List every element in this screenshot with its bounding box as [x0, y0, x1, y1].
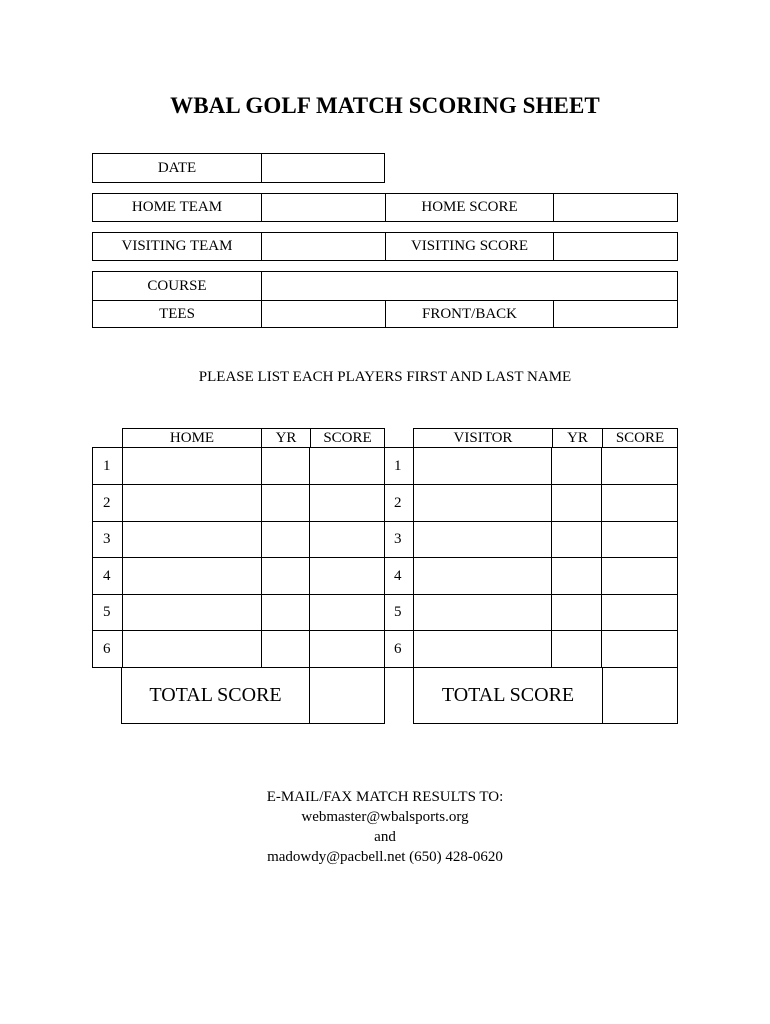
- visiting-team-row: [92, 232, 678, 261]
- score-column-header: SCORE: [323, 429, 372, 446]
- home-rows: [92, 447, 385, 668]
- tees-label: TEES: [159, 305, 195, 322]
- visitor-row-number: 2: [394, 494, 402, 511]
- divider: [93, 630, 384, 631]
- date-label: DATE: [157, 159, 197, 176]
- date-field[interactable]: [262, 154, 384, 182]
- home-row-number: 5: [103, 604, 111, 620]
- visitor-total-score-field[interactable]: [603, 668, 677, 723]
- home-team-row: [92, 193, 678, 222]
- visitor-row-number: 4: [394, 567, 402, 584]
- visiting-team-field[interactable]: [262, 233, 385, 260]
- divider: [384, 630, 677, 631]
- front-back-field[interactable]: [554, 301, 677, 327]
- front-back-label: FRONT/BACK: [421, 305, 518, 322]
- visitor-row-number: 3: [394, 531, 402, 547]
- home-team-field[interactable]: [262, 194, 385, 221]
- course-label: COURSE: [147, 277, 207, 294]
- page-title: WBAL GOLF MATCH SCORING SHEET: [170, 93, 600, 118]
- divider: [384, 484, 677, 485]
- visiting-score-field[interactable]: [554, 233, 677, 260]
- home-total-label: TOTAL SCORE: [149, 684, 282, 706]
- home-row-number: 3: [103, 531, 111, 547]
- footer-line-1: E-MAIL/FAX MATCH RESULTS TO:: [266, 789, 504, 805]
- course-tees-block: [92, 271, 678, 328]
- visiting-team-label: VISITING TEAM: [121, 238, 233, 254]
- visitor-row-number: 1: [394, 457, 402, 474]
- home-header-row: [122, 428, 385, 448]
- home-row-number: 6: [103, 640, 111, 657]
- home-row-number: 1: [103, 457, 111, 474]
- divider: [93, 594, 384, 595]
- visiting-score-label: VISITING SCORE: [410, 238, 529, 254]
- visitor-column-header: VISITOR: [453, 429, 513, 446]
- home-total-score-field[interactable]: [310, 668, 384, 723]
- course-field[interactable]: [262, 272, 677, 300]
- yr-column-header: YR: [567, 429, 588, 446]
- footer-and: and: [374, 829, 396, 845]
- home-column-header: HOME: [169, 429, 215, 446]
- instruction-text: PLEASE LIST EACH PLAYERS FIRST AND LAST NAME: [198, 369, 572, 385]
- divider: [384, 594, 677, 595]
- home-score-field[interactable]: [554, 194, 677, 221]
- home-row-number: 2: [103, 494, 111, 511]
- divider: [93, 521, 384, 522]
- home-players-table: [92, 428, 385, 724]
- visitor-header-row: [413, 428, 678, 448]
- home-team-label: HOME TEAM: [131, 199, 223, 215]
- visitor-total-label: TOTAL SCORE: [441, 684, 575, 706]
- yr-column-header: YR: [275, 429, 297, 446]
- divider: [93, 557, 384, 558]
- footer-email-1: webmaster@wbalsports.org: [301, 809, 469, 825]
- score-column-header: SCORE: [615, 429, 665, 446]
- tees-field[interactable]: [262, 301, 385, 327]
- footer-contact: madowdy@pacbell.net (650) 428-0620: [267, 849, 503, 865]
- visitor-row-number: 6: [394, 640, 402, 657]
- date-row: [92, 153, 385, 183]
- visitor-total-row: [413, 667, 678, 724]
- visitor-row-number: 5: [394, 604, 402, 620]
- home-total-row: [121, 667, 385, 724]
- divider: [384, 557, 677, 558]
- home-row-number: 4: [103, 567, 111, 584]
- visitor-rows: [384, 447, 678, 668]
- visitor-players-table: [384, 428, 678, 724]
- home-score-label: HOME SCORE: [421, 199, 518, 215]
- divider: [93, 484, 384, 485]
- divider: [384, 521, 677, 522]
